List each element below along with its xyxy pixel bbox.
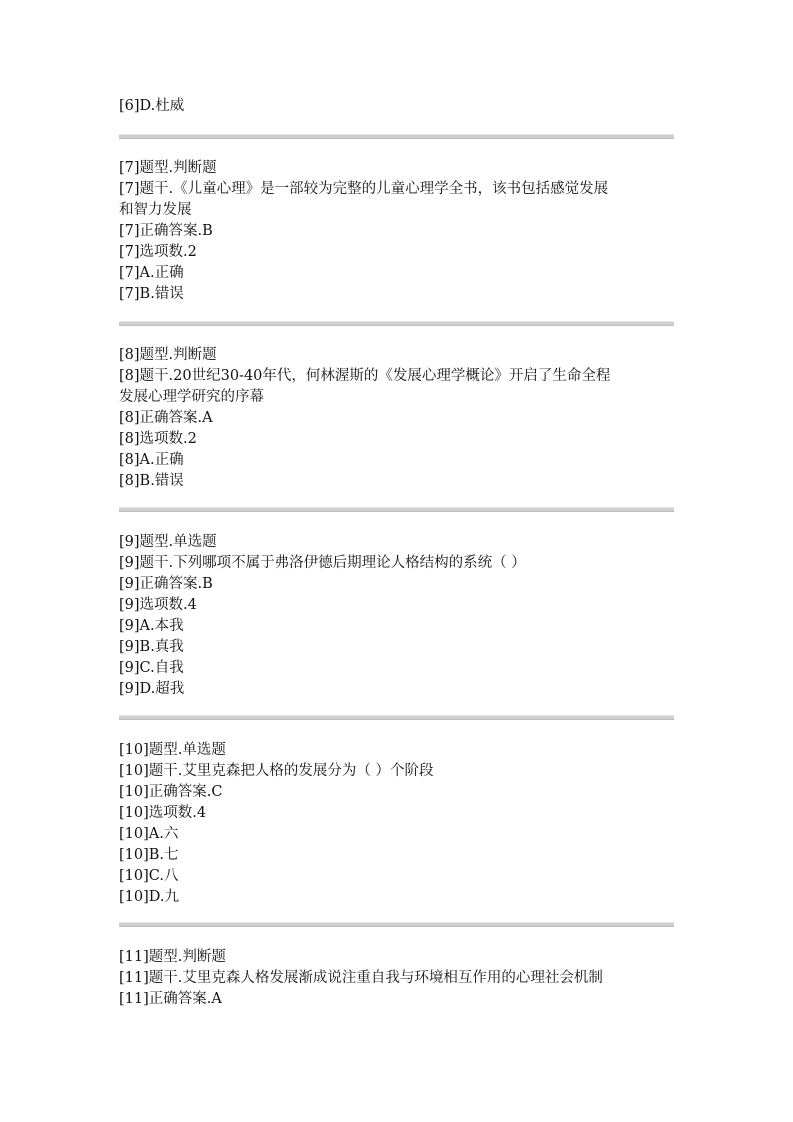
option-d-line: [10]D.九 <box>119 889 179 905</box>
separator-rule <box>119 134 674 139</box>
separator-rule <box>119 715 674 720</box>
option-b-line: [7]B.错误 <box>119 286 184 302</box>
correct-answer-line: [8]正确答案.A <box>119 410 213 426</box>
option-a-line: [7]A.正确 <box>119 265 184 281</box>
question-type-line: [8]题型.判断题 <box>119 347 217 363</box>
option-a-line: [9]A.本我 <box>119 618 184 634</box>
option-b-line: [10]B.七 <box>119 847 179 863</box>
option-count-line: [7]选项数.2 <box>119 244 197 260</box>
option-c-line: [9]C.自我 <box>119 660 184 676</box>
question-type-line: [10]题型.单选题 <box>119 742 226 758</box>
question-type-line: [11]题型.判断题 <box>119 949 226 965</box>
separator-rule <box>119 321 674 326</box>
correct-answer-line: [9]正确答案.B <box>119 576 213 592</box>
question-stem-line: [8]题干.20世纪30-40年代，何林渥斯的《发展心理学概论》开启了生命全程 <box>119 368 611 384</box>
question-stem-continuation: 和智力发展 <box>119 202 192 218</box>
option-count-line: [10]选项数.4 <box>119 805 207 821</box>
option-count-line: [8]选项数.2 <box>119 431 197 447</box>
option-count-line: [9]选项数.4 <box>119 597 197 613</box>
question-stem-line: [9]题干.下列哪项不属于弗洛伊德后期理论人格结构的系统（ ） <box>119 555 526 571</box>
option-a-line: [8]A.正确 <box>119 452 184 468</box>
option-b-line: [9]B.真我 <box>119 639 184 655</box>
correct-answer-line: [11]正确答案.A <box>119 991 222 1007</box>
correct-answer-line: [10]正确答案.C <box>119 784 223 800</box>
question-stem-line: [10]题干.艾里克森把人格的发展分为（ ）个阶段 <box>119 763 434 779</box>
option-c-line: [10]C.八 <box>119 868 179 884</box>
option-b-line: [8]B.错误 <box>119 473 184 489</box>
question-stem-line: [7]题干.《儿童心理》是一部较为完整的儿童心理学全书，该书包括感觉发展 <box>119 181 609 197</box>
option-a-line: [10]A.六 <box>119 826 179 842</box>
separator-rule <box>119 922 674 927</box>
question-stem-line: [11]题干.艾里克森人格发展渐成说注重自我与环境相互作用的心理社会机制 <box>119 970 603 986</box>
question-type-line: [9]题型.单选题 <box>119 534 217 550</box>
correct-answer-line: [7]正确答案.B <box>119 223 213 239</box>
option-d-line: [9]D.超我 <box>119 681 185 697</box>
separator-rule <box>119 507 674 512</box>
question-stem-continuation: 发展心理学研究的序幕 <box>119 389 264 405</box>
question-type-line: [7]题型.判断题 <box>119 160 217 176</box>
option-d-line: [6]D.杜威 <box>119 98 185 114</box>
